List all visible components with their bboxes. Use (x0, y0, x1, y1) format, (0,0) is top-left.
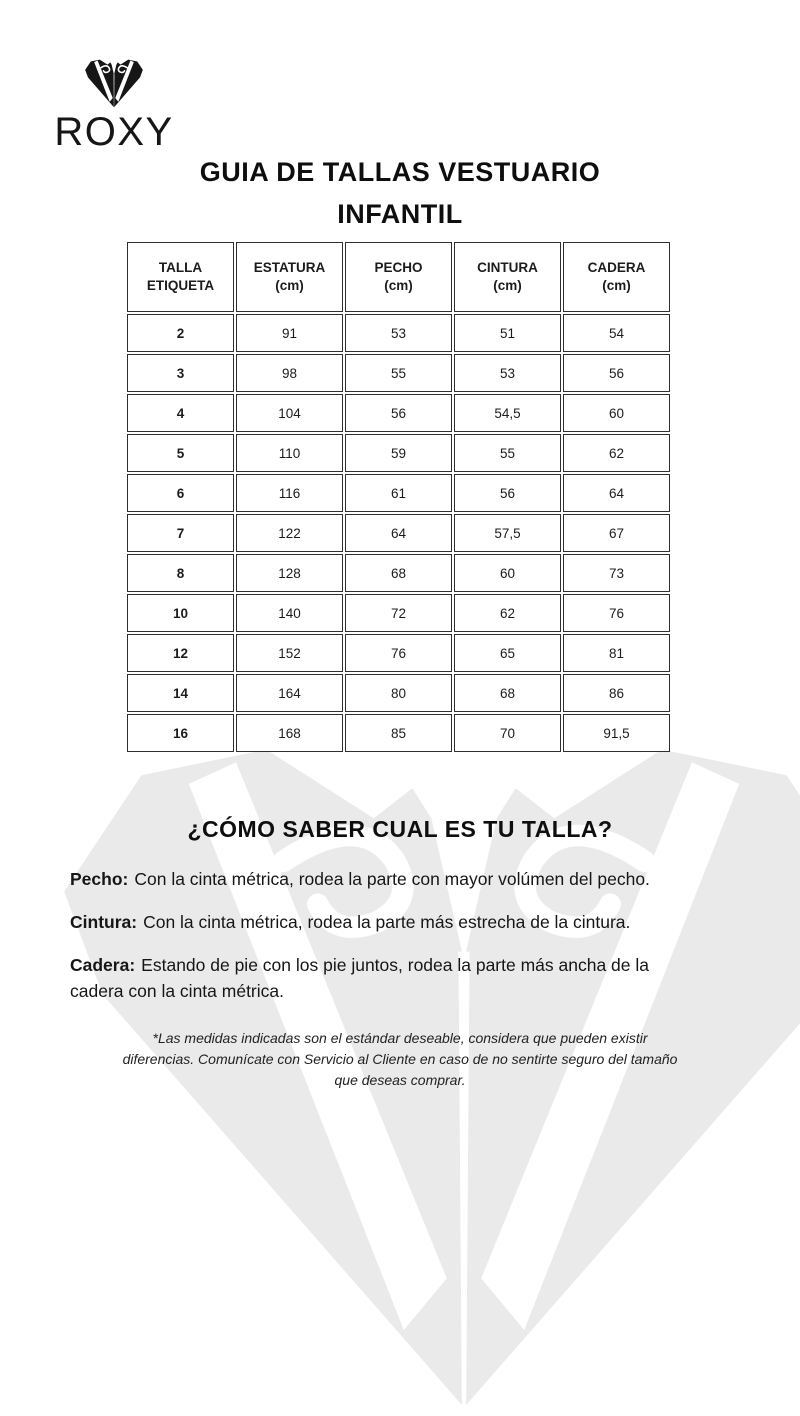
cell-cintura: 68 (454, 674, 561, 712)
cell-estatura: 110 (236, 434, 343, 472)
cell-cadera: 54 (563, 314, 670, 352)
column-header-pecho: PECHO (cm) (345, 242, 452, 312)
cell-estatura: 152 (236, 634, 343, 672)
cell-cintura: 57,5 (454, 514, 561, 552)
cell-estatura: 122 (236, 514, 343, 552)
cell-talla: 3 (127, 354, 234, 392)
column-header-cadera: CADERA (cm) (563, 242, 670, 312)
cell-pecho: 76 (345, 634, 452, 672)
cell-cintura: 70 (454, 714, 561, 752)
column-header-cintura: CINTURA (cm) (454, 242, 561, 312)
table-row (127, 514, 670, 552)
size-table (125, 240, 672, 754)
cell-cintura: 62 (454, 594, 561, 632)
table-row (127, 474, 670, 512)
instruction-cintura (70, 909, 740, 935)
instruction-label: Cadera: (70, 955, 136, 975)
cell-estatura: 128 (236, 554, 343, 592)
instruction-pecho (70, 866, 740, 892)
table-row (127, 314, 670, 352)
how-to-heading: ¿CÓMO SABER CUAL ES TU TALLA? (187, 816, 613, 842)
cell-estatura: 98 (236, 354, 343, 392)
cell-cadera: 73 (563, 554, 670, 592)
cell-cintura: 53 (454, 354, 561, 392)
instruction-label: Pecho: (70, 869, 129, 889)
cell-estatura: 168 (236, 714, 343, 752)
cell-pecho: 53 (345, 314, 452, 352)
cell-estatura: 116 (236, 474, 343, 512)
cell-cadera: 67 (563, 514, 670, 552)
table-row (127, 434, 670, 472)
cell-estatura: 140 (236, 594, 343, 632)
roxy-heart-icon (83, 58, 145, 108)
cell-cintura: 55 (454, 434, 561, 472)
page-title: GUIA DE TALLAS VESTUARIO (199, 157, 601, 187)
table-row (127, 594, 670, 632)
cell-talla: 8 (127, 554, 234, 592)
cell-cadera: 76 (563, 594, 670, 632)
cell-pecho: 59 (345, 434, 452, 472)
cell-cadera: 62 (563, 434, 670, 472)
cell-estatura: 91 (236, 314, 343, 352)
instruction-text: Con la cinta métrica, rodea la parte más estrecha de la cintura. (143, 912, 631, 932)
cell-talla: 12 (127, 634, 234, 672)
cell-cadera: 91,5 (563, 714, 670, 752)
page-subtitle: INFANTIL (337, 199, 463, 229)
cell-talla: 4 (127, 394, 234, 432)
cell-pecho: 72 (345, 594, 452, 632)
cell-pecho: 64 (345, 514, 452, 552)
disclaimer-note: *Las medidas indicadas son el estándar deseable, considera que pueden existir diferencias. Comunícate con Servicio al Cliente en caso de no sentirte seguro del tamaño que deseas comprar. (122, 1030, 678, 1088)
cell-cintura: 56 (454, 474, 561, 512)
cell-cintura: 51 (454, 314, 561, 352)
cell-talla: 10 (127, 594, 234, 632)
cell-cintura: 54,5 (454, 394, 561, 432)
instruction-text: Con la cinta métrica, rodea la parte con mayor volúmen del pecho. (134, 869, 650, 889)
table-row (127, 634, 670, 672)
table-row (127, 554, 670, 592)
table-row (127, 394, 670, 432)
cell-pecho: 55 (345, 354, 452, 392)
cell-cadera: 81 (563, 634, 670, 672)
cell-cadera: 56 (563, 354, 670, 392)
cell-pecho: 85 (345, 714, 452, 752)
instruction-cadera (70, 952, 692, 1004)
cell-pecho: 80 (345, 674, 452, 712)
measurement-instructions (70, 866, 740, 1021)
cell-estatura: 164 (236, 674, 343, 712)
cell-cintura: 60 (454, 554, 561, 592)
table-row (127, 674, 670, 712)
cell-talla: 6 (127, 474, 234, 512)
cell-pecho: 68 (345, 554, 452, 592)
brand-logo (56, 58, 172, 155)
cell-talla: 14 (127, 674, 234, 712)
cell-cadera: 64 (563, 474, 670, 512)
cell-talla: 7 (127, 514, 234, 552)
cell-talla: 2 (127, 314, 234, 352)
cell-estatura: 104 (236, 394, 343, 432)
instruction-label: Cintura: (70, 912, 138, 932)
cell-talla: 5 (127, 434, 234, 472)
cell-talla: 16 (127, 714, 234, 752)
instruction-text: Estando de pie con los pie juntos, rodea la parte más ancha de la cadera con la cinta métrica. (70, 955, 650, 1001)
cell-pecho: 56 (345, 394, 452, 432)
brand-wordmark: ROXY (54, 110, 174, 154)
table-row (127, 714, 670, 752)
cell-cintura: 65 (454, 634, 561, 672)
column-header-estatura: ESTATURA (cm) (236, 242, 343, 312)
cell-pecho: 61 (345, 474, 452, 512)
column-header-talla: TALLA ETIQUETA (127, 242, 234, 312)
cell-cadera: 86 (563, 674, 670, 712)
cell-cadera: 60 (563, 394, 670, 432)
table-header-row (127, 242, 670, 312)
table-row (127, 354, 670, 392)
